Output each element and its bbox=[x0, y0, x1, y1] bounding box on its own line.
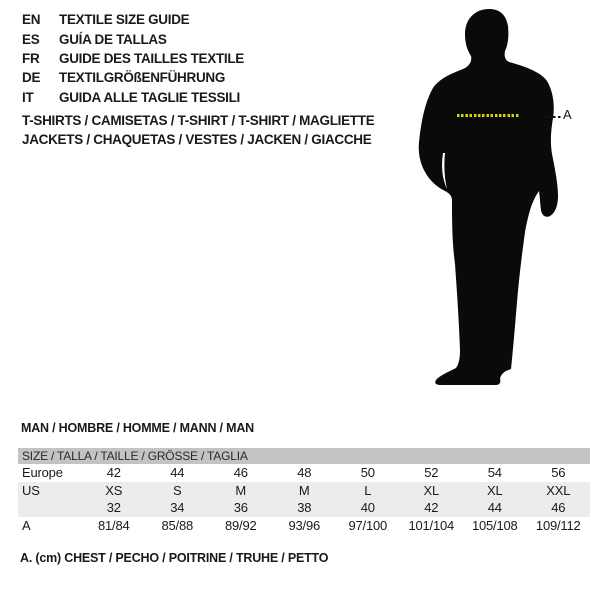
size-cell: 89/92 bbox=[224, 517, 257, 533]
table-row-uk bbox=[18, 499, 590, 517]
size-cell: 48 bbox=[297, 465, 312, 480]
size-cell: 85/88 bbox=[161, 517, 194, 533]
language-row bbox=[22, 10, 244, 29]
size-cell: M bbox=[235, 482, 247, 498]
size-cell: 50 bbox=[360, 465, 375, 480]
size-cell: 32 bbox=[106, 500, 121, 515]
language-title: GUÍA DE TALLAS bbox=[59, 31, 167, 47]
man-silhouette-figure bbox=[412, 6, 562, 396]
row-label bbox=[18, 499, 82, 517]
size-cell: 34 bbox=[170, 500, 185, 515]
table-row-a-chest bbox=[18, 517, 590, 535]
row-label: Europe bbox=[22, 465, 63, 480]
table-row-europe bbox=[18, 464, 590, 482]
size-cell: XS bbox=[105, 482, 123, 498]
language-list bbox=[22, 10, 244, 107]
man-silhouette-icon bbox=[412, 6, 562, 396]
language-row bbox=[22, 29, 244, 48]
size-cell: 101/104 bbox=[408, 517, 455, 533]
size-cell: 54 bbox=[487, 465, 502, 480]
language-code: FR bbox=[22, 50, 40, 66]
size-cell: 40 bbox=[360, 500, 375, 515]
size-cell: 109/112 bbox=[535, 517, 581, 533]
size-cell: XXL bbox=[546, 482, 571, 498]
language-title: TEXTILE SIZE GUIDE bbox=[59, 12, 190, 28]
size-cell: 52 bbox=[424, 465, 439, 480]
language-title: TEXTILGRÖßENFÜHRUNG bbox=[59, 70, 226, 86]
size-cell: 93/96 bbox=[288, 517, 321, 533]
category-jackets: JACKETS / CHAQUETAS / VESTES / JACKEN / GIACCHE bbox=[22, 131, 372, 147]
size-cell: 44 bbox=[487, 500, 502, 515]
size-cell: S bbox=[173, 482, 182, 498]
language-row bbox=[22, 88, 244, 107]
size-cell: 97/100 bbox=[348, 517, 388, 533]
size-cell: 46 bbox=[551, 500, 566, 515]
table-row-us bbox=[18, 482, 590, 500]
size-cell: M bbox=[298, 482, 310, 498]
section-title-man: MAN / HOMBRE / HOMME / MANN / MAN bbox=[21, 421, 254, 435]
size-cell: L bbox=[364, 482, 372, 498]
size-cell: 81/84 bbox=[97, 517, 130, 533]
size-cell: 44 bbox=[170, 465, 185, 480]
language-code: ES bbox=[22, 31, 40, 47]
size-cell: 105/108 bbox=[471, 517, 518, 533]
language-title: GUIDA ALLE TAGLIE TESSILI bbox=[59, 89, 240, 105]
size-cell: 42 bbox=[106, 465, 121, 480]
size-cell: 42 bbox=[424, 500, 439, 515]
chest-measure-dashed-line bbox=[457, 114, 519, 117]
size-cell: 46 bbox=[233, 465, 248, 480]
category-tshirts: T-SHIRTS / CAMISETAS / T-SHIRT / T-SHIRT / MAGLIETTE bbox=[22, 113, 375, 128]
size-table-header: SIZE / TALLA / TAILLE / GRÖSSE / TAGLIA bbox=[18, 448, 590, 464]
measure-label-a: A bbox=[563, 107, 572, 122]
language-code: DE bbox=[22, 70, 41, 86]
size-table bbox=[18, 448, 590, 534]
row-label: A bbox=[22, 517, 31, 533]
category-list bbox=[22, 112, 374, 149]
size-cell: 38 bbox=[297, 500, 312, 515]
size-cell: 36 bbox=[233, 500, 248, 515]
language-code: IT bbox=[22, 89, 34, 105]
language-row bbox=[22, 68, 244, 87]
row-label: US bbox=[22, 482, 40, 498]
size-cell: XL bbox=[423, 482, 439, 498]
size-cell: 56 bbox=[551, 465, 566, 480]
footnote-chest-measure: A. (cm) CHEST / PECHO / POITRINE / TRUHE / PETTO bbox=[20, 551, 329, 565]
language-title: GUIDE DES TAILLES TEXTILE bbox=[59, 50, 245, 66]
language-row bbox=[22, 49, 244, 68]
language-code: EN bbox=[22, 12, 41, 28]
size-cell: XL bbox=[486, 482, 503, 498]
measure-leader-dashes bbox=[544, 116, 561, 118]
